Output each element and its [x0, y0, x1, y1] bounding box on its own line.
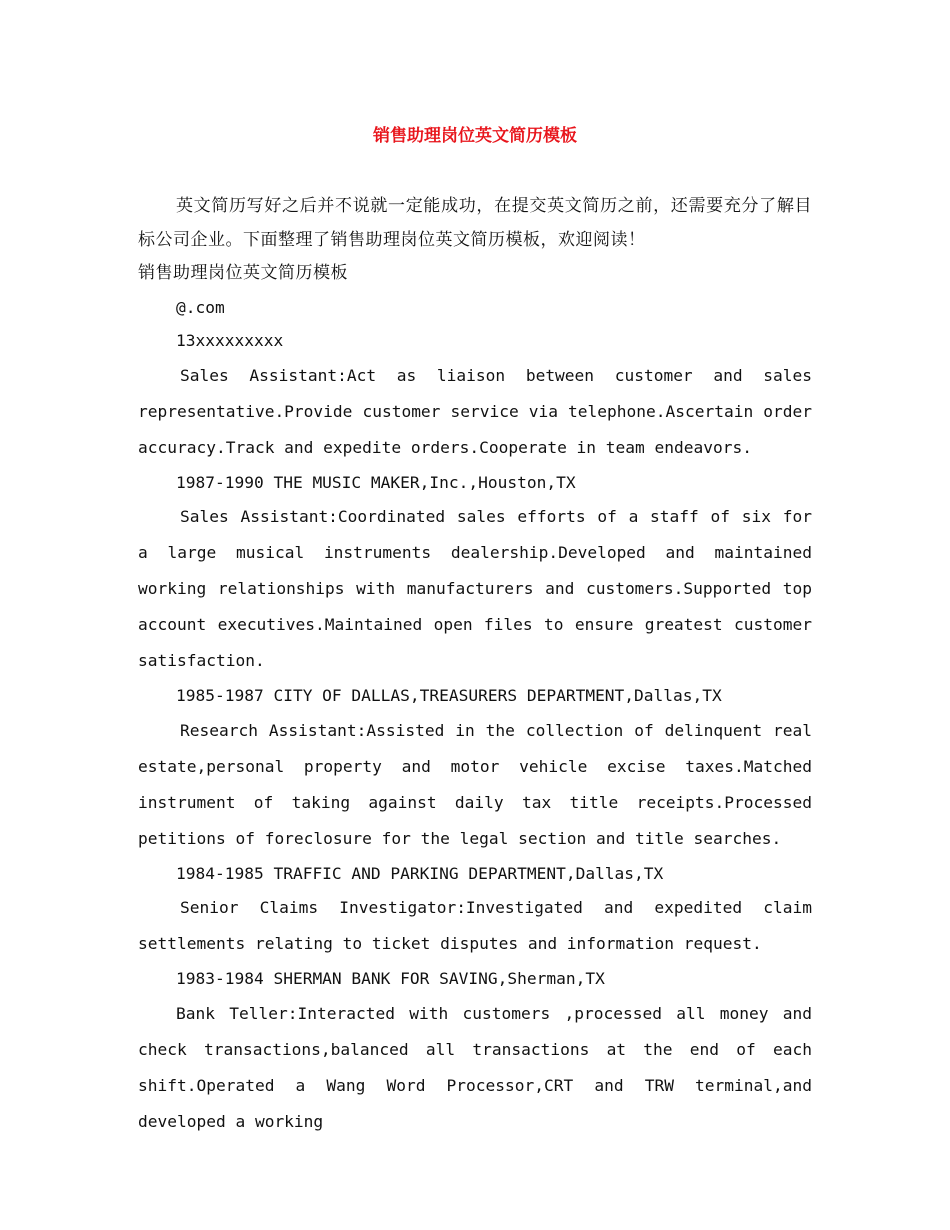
- job-heading: 1983-1984 SHERMAN BANK FOR SAVING,Sherman,TX: [176, 969, 605, 988]
- job-heading: 1985-1987 CITY OF DALLAS,TREASURERS DEPARTMENT,Dallas,TX: [176, 686, 722, 705]
- job-heading: 1984-1985 TRAFFIC AND PARKING DEPARTMENT,Dallas,TX: [176, 863, 664, 883]
- document-body: [138, 190, 812, 1131]
- job-description: Sales Assistant:Coordinated sales efforts of a staff of six for a large musical instruments dealership.Developed and maintained working relationships with manufacturers and customers.Supported top account executives.Maintained open files to ensure greatest customer satisfaction.: [138, 507, 812, 670]
- phone-line: 13xxxxxxxxx: [176, 331, 284, 350]
- email-line: @.com: [176, 297, 225, 317]
- objective-paragraph: Sales Assistant:Act as liaison between customer and sales representative.Provide customer service via telephone.Ascertain order accuracy.Track and expedite orders.Cooperate in team endeavors.: [138, 365, 812, 457]
- document-title: 销售助理岗位英文简历模板: [373, 126, 577, 146]
- intro-paragraph: 英文简历写好之后并不说就一定能成功，在提交英文简历之前，还需要充分了解目标公司企业。下面整理了销售助理岗位英文简历模板，欢迎阅读！: [138, 196, 812, 250]
- job-description: Bank Teller:Interacted with customers ,processed all money and check transactions,balanced all transactions at the end of each shift.Operated a Wang Word Processor,CRT and TRW terminal,and developed a working: [138, 1003, 812, 1131]
- job-heading: 1987-1990 THE MUSIC MAKER,Inc.,Houston,TX: [176, 472, 576, 492]
- resume-subtitle: 销售助理岗位英文简历模板: [138, 263, 348, 283]
- job-description: Research Assistant:Assisted in the collection of delinquent real estate,personal property and motor vehicle excise taxes.Matched instrument of taking against daily tax title receipts.Processed petitions of foreclosure for the legal section and title searches.: [138, 720, 812, 848]
- job-description: Senior Claims Investigator:Investigated and expedited claim settlements relating to ticket disputes and information request.: [138, 898, 812, 953]
